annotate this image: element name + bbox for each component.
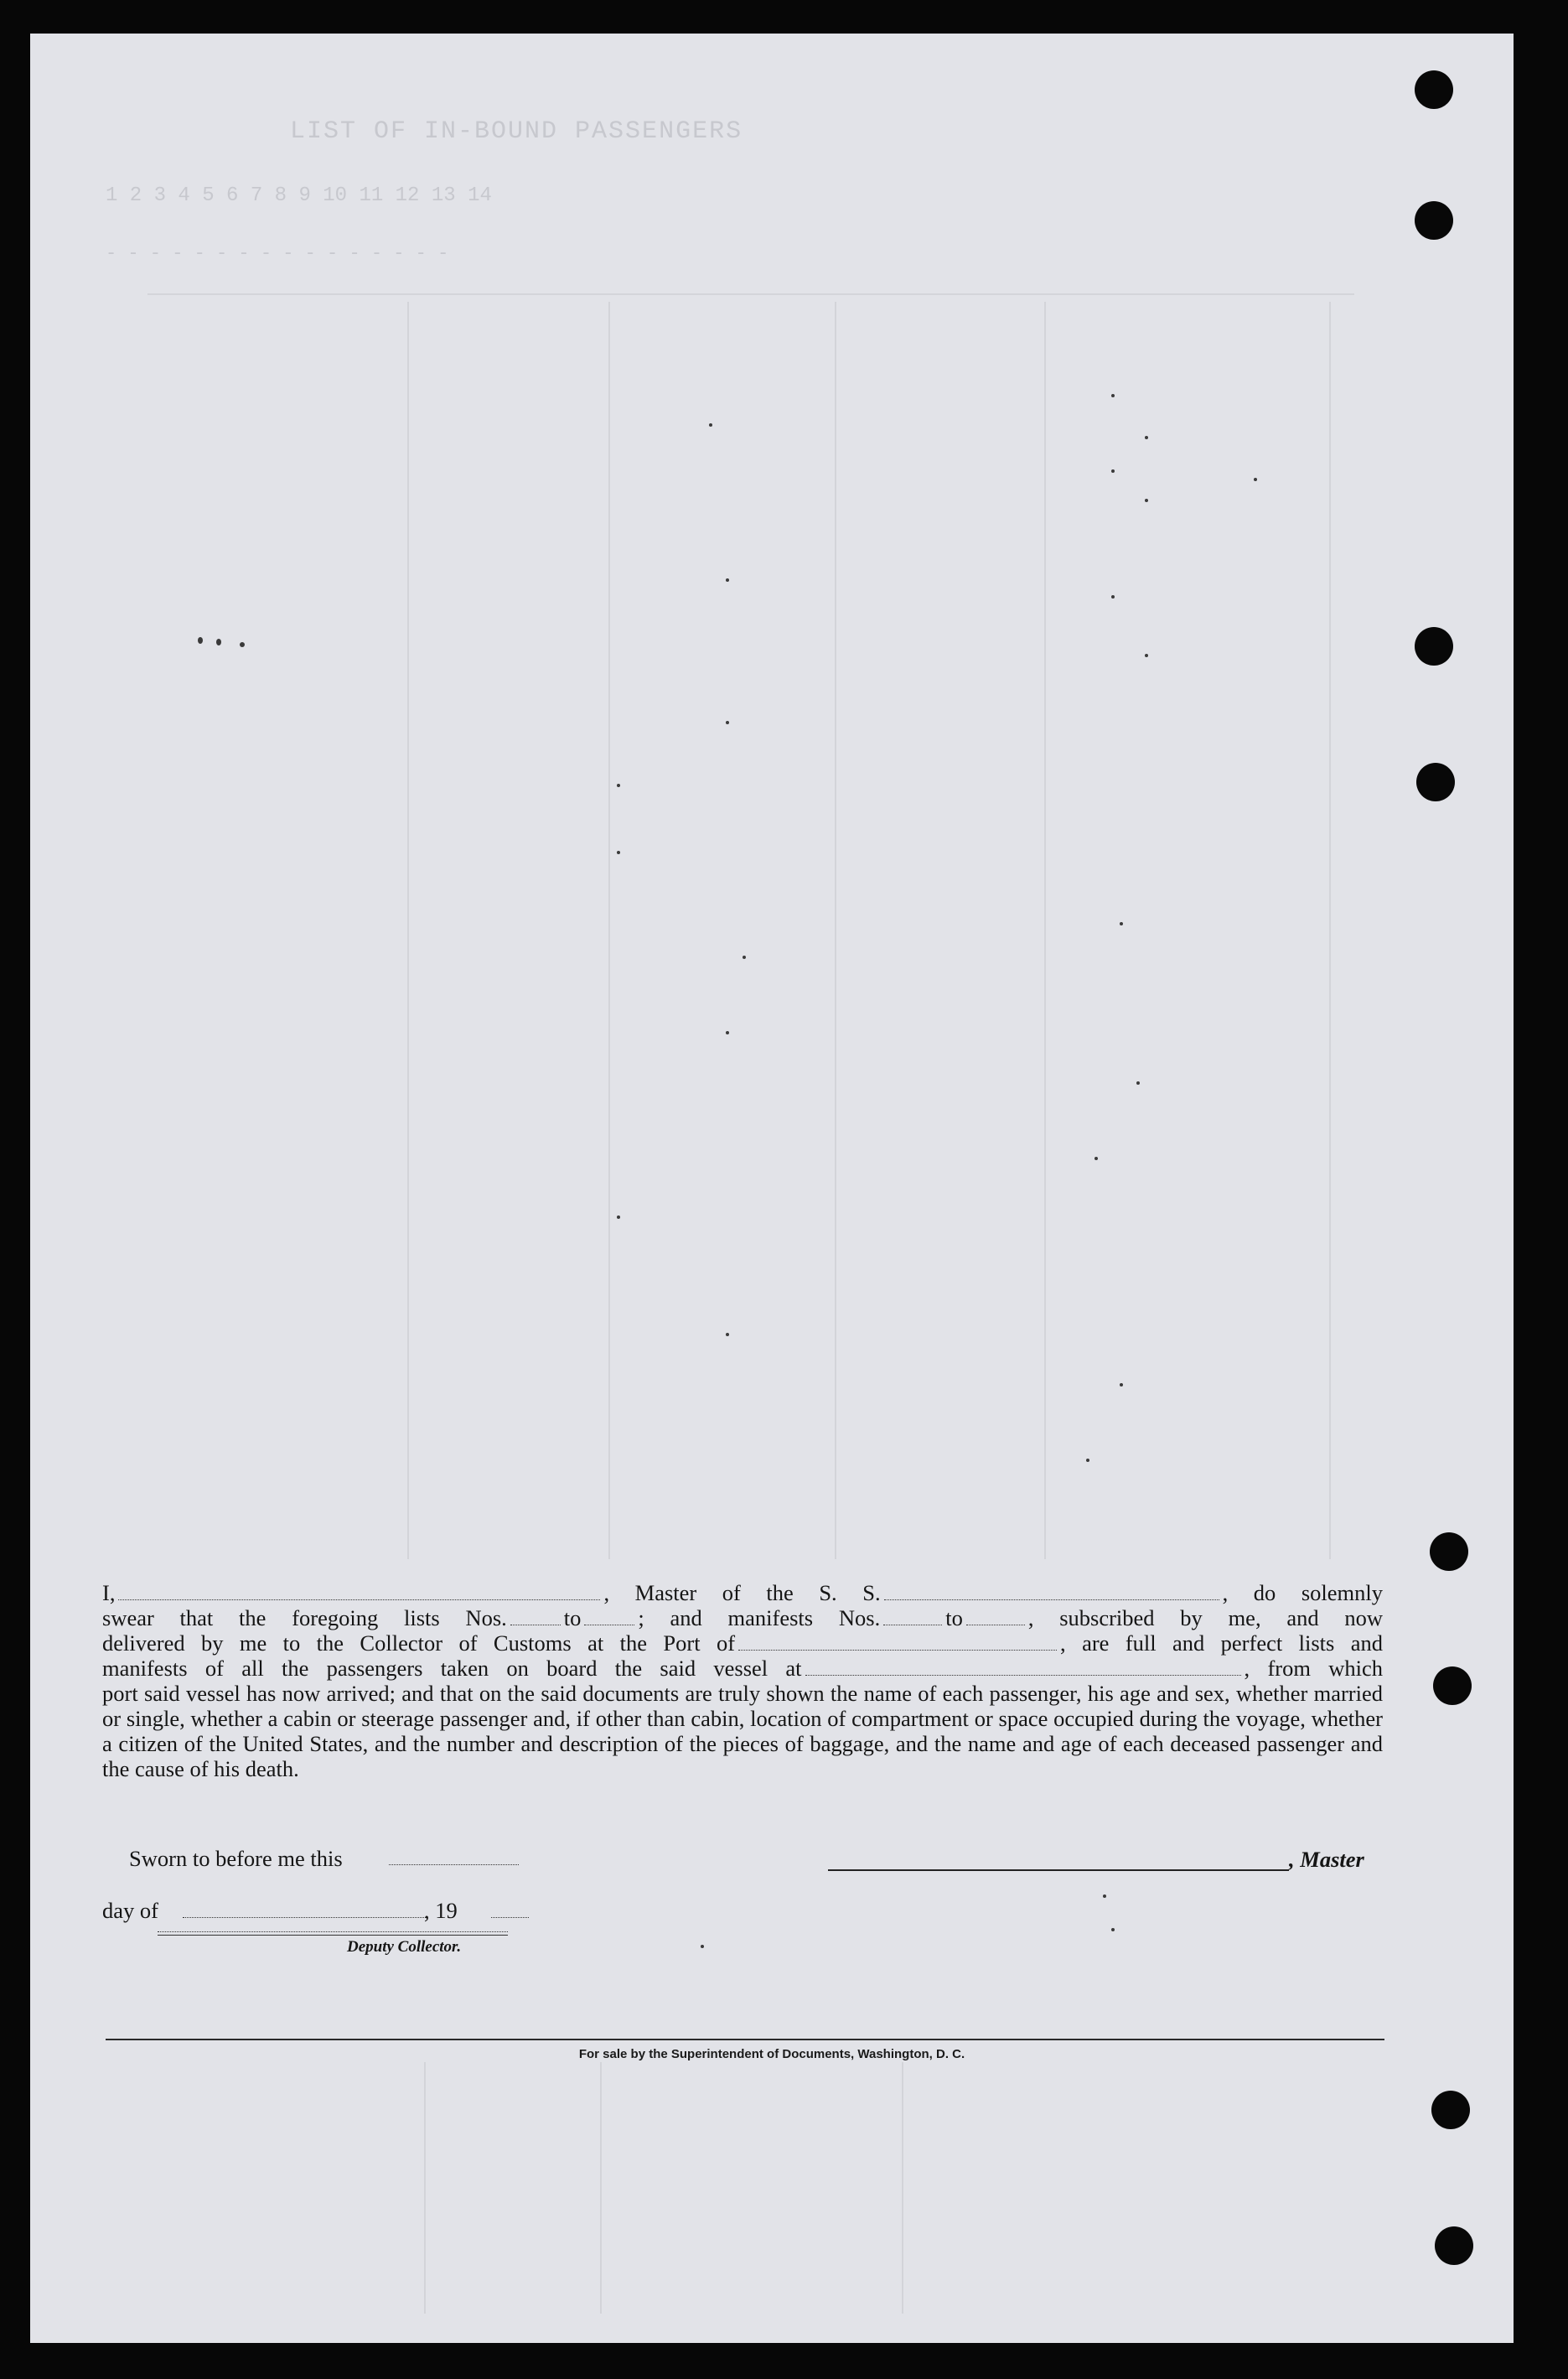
oath-text: swear that the foregoing lists Nos. bbox=[102, 1605, 507, 1630]
speck bbox=[1086, 1459, 1089, 1462]
speck bbox=[1094, 1157, 1098, 1160]
lists-to-blank bbox=[584, 1611, 634, 1625]
document-page bbox=[30, 34, 1514, 2343]
punch-hole bbox=[1433, 1666, 1472, 1705]
punch-hole bbox=[1430, 1532, 1468, 1571]
speck bbox=[617, 1215, 620, 1219]
oath-text: , subscribed by me, and now bbox=[1027, 1605, 1383, 1630]
oath-line-1 bbox=[102, 1580, 1383, 1605]
oath-text: , are full and perfect lists and bbox=[1060, 1630, 1383, 1656]
manifests-from-blank bbox=[883, 1611, 942, 1625]
ghost-row: - - - - - - - - - - - - - - - - bbox=[106, 243, 449, 264]
year-label: , 19 bbox=[424, 1898, 458, 1923]
oath-body: port said vessel has now arrived; and that on the said documents are truly shown the name of each passenger, his age and sex, whether married or single, whether a cabin or steerage passenger and, if other than cabin, location of compartment or space occupied during the voyage, whether a citizen of the United States, and the number and description of the pieces of baggage, and the name and age of each deceased passenger and the cause of his death. bbox=[102, 1681, 1383, 1781]
oath-paragraph bbox=[102, 1580, 1383, 1781]
punch-hole bbox=[1416, 763, 1455, 801]
ghost-heading: LIST OF IN-BOUND PASSENGERS bbox=[290, 117, 743, 146]
speck bbox=[709, 423, 712, 427]
speck bbox=[240, 642, 245, 647]
speck bbox=[1120, 922, 1123, 925]
speck bbox=[726, 1031, 729, 1034]
speck bbox=[198, 637, 203, 644]
manifests-to-blank bbox=[966, 1611, 1025, 1625]
oath-text: I, bbox=[102, 1580, 116, 1605]
sworn-label: Sworn to before me this bbox=[129, 1846, 343, 1871]
speck bbox=[726, 721, 729, 724]
punch-hole bbox=[1431, 2091, 1470, 2129]
speck bbox=[216, 639, 221, 645]
speck bbox=[1111, 469, 1115, 473]
speck bbox=[1111, 595, 1115, 599]
vessel-blank bbox=[884, 1586, 1219, 1600]
speck bbox=[1145, 499, 1148, 502]
speck bbox=[1145, 436, 1148, 439]
oath-text: to bbox=[945, 1605, 963, 1630]
oath-line-3 bbox=[102, 1630, 1383, 1656]
oath-text: ; and manifests Nos. bbox=[638, 1605, 881, 1630]
oath-text: delivered by me to the Collector of Customs at the Port of bbox=[102, 1630, 736, 1656]
footer-note: For sale by the Superintendent of Documents, Washington, D. C. bbox=[578, 2047, 965, 2061]
day-of-label: day of bbox=[102, 1898, 158, 1923]
ghost-column bbox=[1329, 302, 1331, 1559]
punch-hole bbox=[1415, 70, 1453, 109]
punch-hole bbox=[1415, 201, 1453, 240]
deputy-signature-line bbox=[158, 1931, 508, 1932]
deputy-label: Deputy Collector. bbox=[347, 1938, 462, 1956]
sworn-day-blank bbox=[389, 1851, 519, 1865]
oath-line-4 bbox=[102, 1656, 1383, 1681]
day-of-blank bbox=[183, 1904, 426, 1918]
speck bbox=[617, 784, 620, 787]
ghost-row: 1 2 3 4 5 6 7 8 9 10 11 12 13 14 bbox=[106, 184, 492, 207]
footer-rule bbox=[106, 2039, 1384, 2040]
oath-text: , from which bbox=[1244, 1656, 1384, 1681]
speck bbox=[1136, 1081, 1140, 1085]
speck bbox=[1145, 654, 1148, 657]
ghost-column bbox=[1044, 302, 1046, 1559]
oath-text: manifests of all the passengers taken on board the said vessel at bbox=[102, 1656, 802, 1681]
ghost-column bbox=[608, 302, 610, 1559]
master-label: , Master bbox=[1289, 1847, 1364, 1872]
speck bbox=[1120, 1383, 1123, 1386]
master-signature-line bbox=[828, 1869, 1289, 1871]
oath-line-2 bbox=[102, 1605, 1383, 1630]
speck bbox=[1103, 1894, 1106, 1898]
port-blank bbox=[738, 1636, 1057, 1651]
year-blank bbox=[491, 1904, 529, 1918]
speck bbox=[1254, 478, 1257, 481]
ghost-column bbox=[835, 302, 836, 1559]
deputy-signature-line-2 bbox=[158, 1935, 508, 1936]
punch-hole bbox=[1415, 627, 1453, 666]
speck bbox=[743, 956, 746, 959]
name-blank bbox=[118, 1586, 600, 1600]
oath-text: to bbox=[563, 1605, 582, 1630]
speck bbox=[726, 1333, 729, 1336]
punch-hole bbox=[1435, 2226, 1473, 2265]
oath-text: , do solemnly bbox=[1222, 1580, 1383, 1605]
speck bbox=[617, 851, 620, 854]
ghost-rule bbox=[147, 293, 1354, 295]
departure-port-blank bbox=[805, 1661, 1241, 1676]
speck bbox=[726, 578, 729, 582]
speck bbox=[1111, 394, 1115, 397]
ghost-column bbox=[424, 2062, 426, 2314]
speck bbox=[1111, 1928, 1115, 1931]
lists-from-blank bbox=[510, 1611, 561, 1625]
speck bbox=[701, 1945, 704, 1948]
ghost-column bbox=[600, 2062, 602, 2314]
ghost-column bbox=[407, 302, 409, 1559]
ghost-column bbox=[902, 2062, 903, 2314]
oath-text: , Master of the S. S. bbox=[603, 1580, 881, 1605]
